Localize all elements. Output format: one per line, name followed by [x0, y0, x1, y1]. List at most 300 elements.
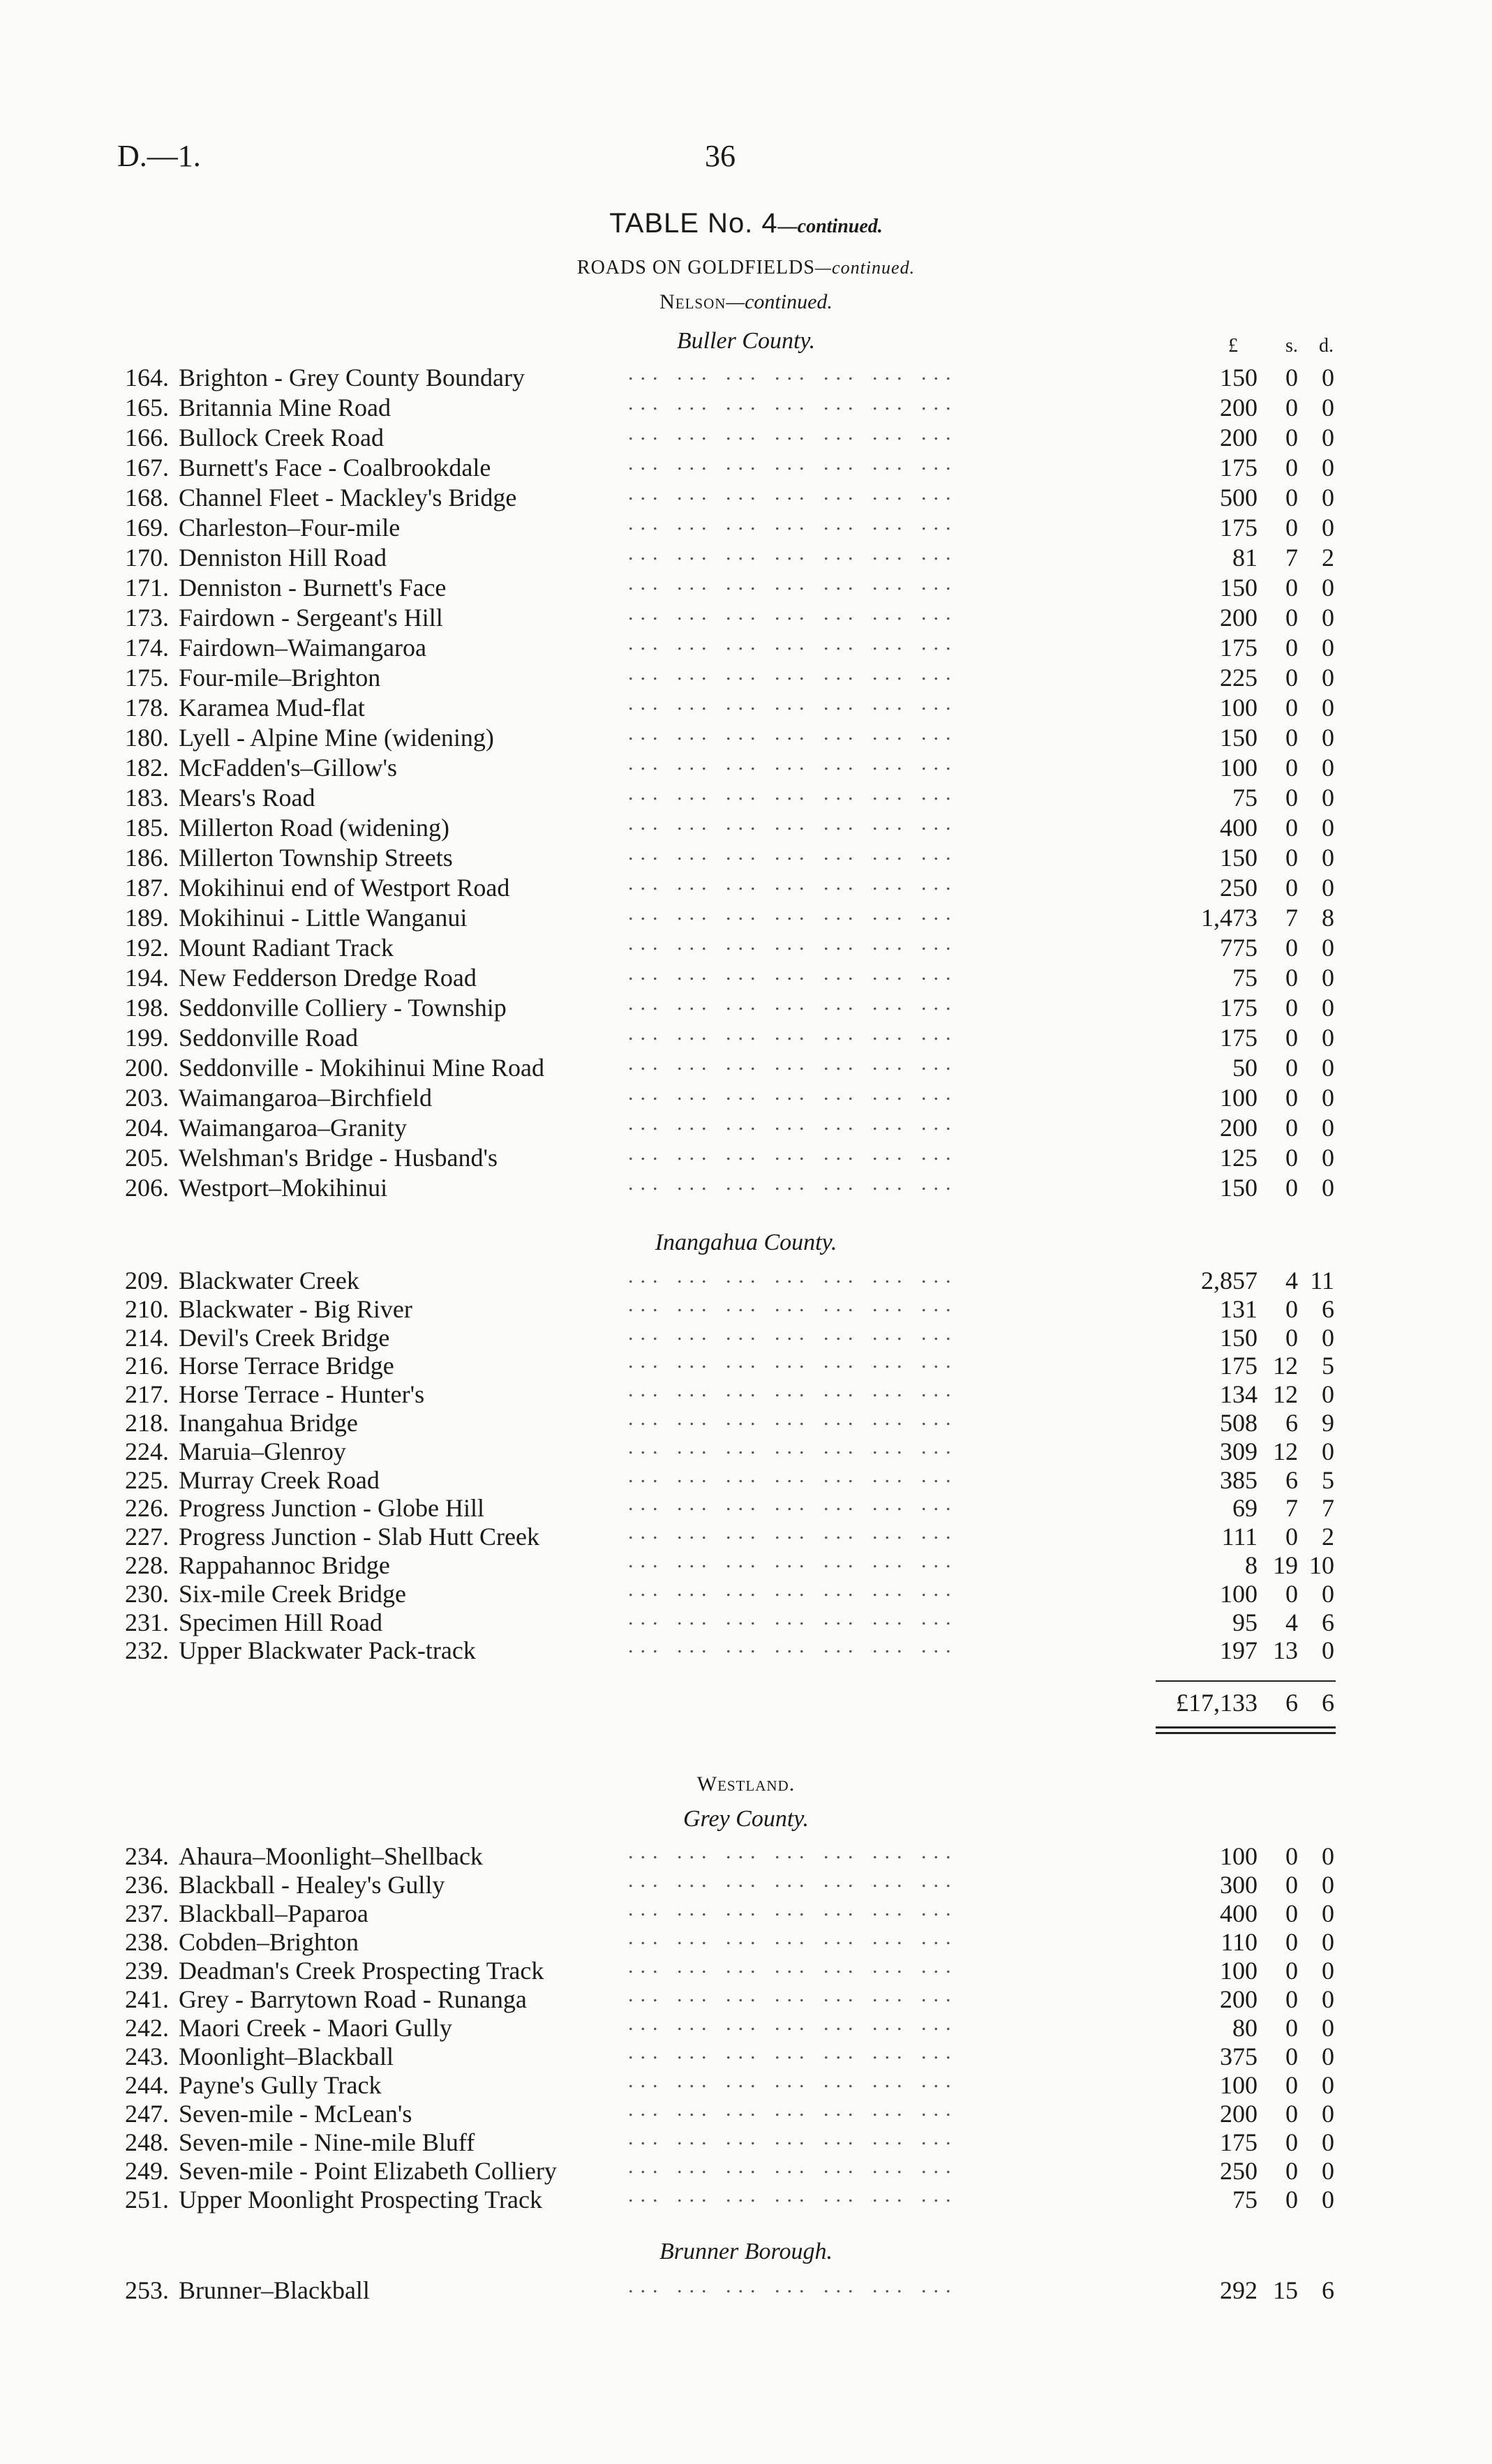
amount-shillings: 0	[1285, 364, 1298, 391]
table-row	[0, 1084, 1492, 1112]
table-row	[0, 2276, 1492, 2304]
road-number: 217.	[125, 1380, 169, 1409]
amount-pence: 0	[1322, 694, 1334, 722]
amount-pence: 2	[1322, 1523, 1334, 1551]
road-name: Inangahua Bridge	[179, 1409, 365, 1437]
amount-pounds: 81	[1232, 544, 1258, 572]
road-name: Lyell - Alpine Mine (widening)	[179, 724, 501, 752]
total-pounds: £17,133	[1176, 1689, 1258, 1717]
amount-shillings: 0	[1285, 1294, 1298, 1323]
amount-shillings: 0	[1285, 994, 1298, 1022]
road-name: Fairdown - Sergeant's Hill	[179, 604, 450, 632]
table-row	[0, 544, 1492, 572]
amount-shillings: 0	[1285, 1985, 1298, 2013]
road-number: 248.	[125, 2128, 169, 2156]
leader-dots: ... ... ... ... ... ... ...	[628, 451, 958, 475]
amount-pence: 0	[1322, 1579, 1334, 1608]
road-number: 251.	[125, 2186, 169, 2213]
table-row	[0, 391, 1492, 421]
road-name: Charleston–Four-mile	[179, 514, 407, 542]
amount-pence: 0	[1322, 814, 1334, 842]
amount-shillings: 0	[1285, 1842, 1298, 1870]
road-number: 225.	[125, 1465, 169, 1494]
table-row	[0, 1114, 1492, 1142]
amount-shillings: 0	[1285, 1579, 1298, 1608]
table-row	[0, 964, 1492, 992]
leader-dots: ... ... ... ... ... ... ...	[628, 361, 958, 384]
amount-pounds: 110	[1221, 1928, 1258, 1956]
table-row	[0, 694, 1492, 722]
total-double-rule-bottom	[1156, 1732, 1336, 1734]
table-row	[0, 2128, 1492, 2156]
amount-pounds: 400	[1220, 1899, 1258, 1927]
road-number: 238.	[125, 1928, 169, 1956]
amount-shillings: 0	[1285, 484, 1298, 512]
currency-pounds-head: £	[1228, 335, 1238, 357]
road-name: Murray Creek Road	[179, 1466, 387, 1494]
table-row	[0, 2071, 1492, 2099]
amount-pence: 0	[1322, 1084, 1334, 1112]
currency-pence-head: d.	[1319, 335, 1334, 357]
road-number: 198.	[125, 994, 169, 1022]
road-number: 189.	[125, 904, 169, 932]
table-row	[0, 1636, 1492, 1664]
road-number: 243.	[125, 2043, 169, 2070]
amount-pence: 0	[1322, 634, 1334, 662]
amount-pounds: 75	[1232, 964, 1258, 992]
road-name: Horse Terrace - Hunter's	[179, 1380, 431, 1408]
leader-dots: ... ... ... ... ... ... ...	[628, 1407, 958, 1430]
road-number: 214.	[125, 1323, 169, 1352]
leader-dots: ... ... ... ... ... ... ...	[628, 1869, 958, 1892]
road-number: 228.	[125, 1551, 169, 1579]
road-number: 168.	[125, 484, 169, 512]
amount-shillings: 0	[1285, 424, 1298, 451]
table-row	[0, 2014, 1492, 2042]
amount-pence: 0	[1322, 364, 1334, 391]
amount-pence: 0	[1322, 2014, 1334, 2042]
road-name: Rappahannoc Bridge	[179, 1551, 397, 1579]
road-number: 180.	[125, 724, 169, 752]
road-name: Denniston - Burnett's Face	[179, 574, 453, 602]
amount-shillings: 7	[1285, 904, 1298, 932]
amount-pence: 0	[1322, 964, 1334, 992]
table-row	[0, 2157, 1492, 2185]
leader-dots: ... ... ... ... ... ... ...	[628, 812, 958, 835]
amount-shillings: 0	[1285, 514, 1298, 542]
amount-shillings: 0	[1285, 874, 1298, 902]
leader-dots: ... ... ... ... ... ... ...	[628, 872, 958, 895]
amount-pounds: 225	[1220, 664, 1258, 692]
table-row	[0, 2040, 1492, 2070]
inangahua-county-title: Inangahua County.	[655, 1230, 837, 1255]
leader-dots: ... ... ... ... ... ... ...	[628, 2040, 958, 2063]
road-name: Brighton - Grey County Boundary	[179, 364, 532, 391]
table-row	[0, 934, 1492, 962]
leader-dots: ... ... ... ... ... ... ...	[628, 1350, 958, 1373]
leader-dots: ... ... ... ... ... ... ...	[628, 1955, 958, 1978]
amount-shillings: 0	[1285, 1144, 1298, 1172]
road-name: Seven-mile - Point Elizabeth Colliery	[179, 2157, 564, 2185]
road-name: Seddonville - Mokihinui Mine Road	[179, 1054, 551, 1082]
leader-dots: ... ... ... ... ... ... ...	[628, 1052, 958, 1075]
road-name: Grey - Barrytown Road - Runanga	[179, 1985, 534, 2013]
road-number: 170.	[125, 544, 169, 572]
amount-pence: 6	[1322, 1294, 1334, 1323]
amount-shillings: 0	[1285, 454, 1298, 481]
table-title	[0, 208, 1492, 239]
amount-pounds: 150	[1220, 1174, 1258, 1202]
amount-pence: 0	[1322, 994, 1334, 1022]
road-name: Welshman's Bridge - Husband's	[179, 1144, 505, 1172]
province-nelson-main: Nelson	[659, 290, 726, 313]
road-name: Britannia Mine Road	[179, 394, 398, 421]
leader-dots: ... ... ... ... ... ... ...	[628, 722, 958, 745]
road-number: 187.	[125, 874, 169, 902]
table-row	[0, 724, 1492, 752]
amount-pence: 0	[1322, 2186, 1334, 2213]
leader-dots: ... ... ... ... ... ... ...	[628, 782, 958, 805]
amount-shillings: 0	[1285, 2157, 1298, 2185]
amount-pounds: 175	[1220, 1024, 1258, 1052]
amount-pence: 0	[1322, 394, 1334, 421]
road-name: Cobden–Brighton	[179, 1928, 366, 1956]
road-name: Blackball - Healey's Gully	[179, 1871, 452, 1899]
road-name: Progress Junction - Slab Hutt Creek	[179, 1523, 546, 1551]
table-row	[0, 904, 1492, 932]
leader-dots: ... ... ... ... ... ... ...	[628, 2012, 958, 2035]
road-name: Denniston Hill Road	[179, 544, 394, 572]
amount-pence: 0	[1322, 1437, 1334, 1465]
amount-shillings: 0	[1285, 934, 1298, 962]
amount-pounds: 197	[1220, 1636, 1258, 1665]
road-number: 166.	[125, 424, 169, 451]
province-westland: Westland.	[696, 1772, 796, 1795]
table-row	[0, 2100, 1492, 2128]
road-name: Seddonville Road	[179, 1024, 365, 1052]
amount-pence: 0	[1322, 2128, 1334, 2156]
road-number: 182.	[125, 754, 169, 782]
table-row	[0, 1842, 1492, 1870]
road-number: 231.	[125, 1608, 169, 1636]
amount-pence: 0	[1322, 2071, 1334, 2099]
road-number: 232.	[125, 1636, 169, 1665]
amount-pounds: 500	[1220, 484, 1258, 512]
amount-pounds: 100	[1220, 754, 1258, 782]
amount-pounds: 200	[1220, 394, 1258, 421]
amount-shillings: 0	[1285, 1174, 1298, 1202]
leader-dots: ... ... ... ... ... ... ...	[628, 1983, 958, 2006]
leader-dots: ... ... ... ... ... ... ...	[628, 1521, 958, 1544]
road-name: Six-mile Creek Bridge	[179, 1580, 413, 1608]
road-name: Mears's Road	[179, 784, 322, 812]
leader-dots: ... ... ... ... ... ... ...	[628, 1142, 958, 1165]
amount-shillings: 0	[1285, 1114, 1298, 1142]
amount-pounds: 385	[1220, 1465, 1258, 1494]
amount-pounds: 375	[1220, 2043, 1258, 2070]
road-number: 174.	[125, 634, 169, 662]
leader-dots: ... ... ... ... ... ... ...	[628, 992, 958, 1015]
leader-dots: ... ... ... ... ... ... ...	[628, 1897, 958, 1920]
amount-pounds: 175	[1220, 514, 1258, 542]
amount-pounds: 100	[1220, 1957, 1258, 1985]
amount-shillings: 0	[1285, 1523, 1298, 1551]
table-row	[0, 1174, 1492, 1202]
road-name: Channel Fleet - Mackley's Bridge	[179, 484, 523, 512]
amount-pounds: 50	[1232, 1054, 1258, 1082]
table-row	[0, 481, 1492, 512]
road-number: 242.	[125, 2014, 169, 2042]
road-name: Waimangaroa–Birchfield	[179, 1084, 439, 1112]
amount-pounds: 100	[1220, 1084, 1258, 1112]
amount-shillings: 7	[1285, 1494, 1298, 1523]
road-number: 218.	[125, 1409, 169, 1437]
amount-shillings: 0	[1285, 2100, 1298, 2128]
amount-pence: 0	[1322, 1985, 1334, 2013]
grey-county-title: Grey County.	[682, 1806, 810, 1832]
amount-pounds: 200	[1220, 1114, 1258, 1142]
leader-dots: ... ... ... ... ... ... ...	[628, 1840, 958, 1863]
table-row	[0, 874, 1492, 902]
amount-pounds: 508	[1220, 1409, 1258, 1437]
amount-shillings: 13	[1273, 1636, 1298, 1665]
road-name: McFadden's–Gillow's	[179, 754, 404, 782]
total-row	[0, 1689, 1492, 1717]
table-row	[0, 1928, 1492, 1956]
amount-shillings: 0	[1285, 784, 1298, 812]
amount-pence: 7	[1322, 1494, 1334, 1523]
road-number: 244.	[125, 2071, 169, 2099]
leader-dots: ... ... ... ... ... ... ...	[628, 1463, 958, 1487]
amount-pence: 6	[1322, 1608, 1334, 1636]
road-name: Karamea Mud-flat	[179, 694, 372, 722]
buller-county-title: Buller County.	[676, 328, 816, 354]
road-number: 175.	[125, 664, 169, 692]
amount-shillings: 0	[1285, 844, 1298, 872]
leader-dots: ... ... ... ... ... ... ...	[628, 1082, 958, 1105]
road-number: 173.	[125, 604, 169, 632]
province-nelson	[0, 290, 1492, 314]
road-number: 203.	[125, 1084, 169, 1112]
amount-pounds: 80	[1232, 2014, 1258, 2042]
road-number: 165.	[125, 394, 169, 421]
amount-pounds: 111	[1221, 1523, 1258, 1551]
amount-pounds: 150	[1220, 574, 1258, 602]
amount-shillings: 0	[1285, 574, 1298, 602]
table-row	[0, 1054, 1492, 1082]
amount-pence: 0	[1322, 454, 1334, 481]
road-name: Seven-mile - McLean's	[179, 2100, 419, 2128]
amount-shillings: 0	[1285, 724, 1298, 752]
road-name: Seddonville Colliery - Township	[179, 994, 514, 1022]
table-row	[0, 421, 1492, 451]
leader-dots: ... ... ... ... ... ... ...	[628, 1435, 958, 1458]
amount-shillings: 0	[1285, 2071, 1298, 2099]
amount-pounds: 150	[1220, 844, 1258, 872]
road-number: 171.	[125, 574, 169, 602]
amount-pounds: 69	[1232, 1494, 1258, 1523]
amount-shillings: 12	[1273, 1352, 1298, 1380]
amount-pence: 0	[1322, 874, 1334, 902]
leader-dots: ... ... ... ... ... ... ...	[628, 2274, 958, 2297]
road-number: 183.	[125, 784, 169, 812]
table-row	[0, 451, 1492, 481]
amount-pence: 10	[1309, 1551, 1334, 1579]
amount-shillings: 4	[1285, 1267, 1298, 1294]
amount-shillings: 0	[1285, 1957, 1298, 1985]
amount-pence: 8	[1322, 904, 1334, 932]
amount-pounds: 100	[1220, 2071, 1258, 2099]
amount-pounds: 134	[1220, 1380, 1258, 1409]
table-row	[0, 1957, 1492, 1985]
road-number: 206.	[125, 1174, 169, 1202]
amount-pence: 0	[1322, 484, 1334, 512]
amount-pence: 0	[1322, 2157, 1334, 2185]
table-title-cont: —continued.	[777, 216, 883, 237]
amount-shillings: 0	[1285, 694, 1298, 722]
leader-dots: ... ... ... ... ... ... ...	[628, 481, 958, 505]
amount-pence: 0	[1322, 934, 1334, 962]
amount-pence: 6	[1322, 2276, 1334, 2304]
amount-pence: 2	[1322, 544, 1334, 572]
road-name: Mokihinui - Little Wanganui	[179, 904, 474, 932]
leader-dots: ... ... ... ... ... ... ...	[628, 1378, 958, 1402]
table-row	[0, 514, 1492, 542]
road-name: Fairdown–Waimangaroa	[179, 634, 433, 662]
amount-pounds: 150	[1220, 1323, 1258, 1352]
leader-dots: ... ... ... ... ... ... ...	[628, 1492, 958, 1516]
road-name: Devil's Creek Bridge	[179, 1324, 396, 1352]
leader-dots: ... ... ... ... ... ... ...	[628, 1022, 958, 1045]
road-name: Seven-mile - Nine-mile Bluff	[179, 2128, 482, 2156]
amount-pence: 0	[1322, 1174, 1334, 1202]
amount-pence: 0	[1322, 1871, 1334, 1899]
leader-dots: ... ... ... ... ... ... ...	[628, 572, 958, 595]
amount-shillings: 12	[1273, 1380, 1298, 1409]
table-row	[0, 361, 1492, 391]
table-row	[0, 604, 1492, 632]
amount-pence: 0	[1322, 2100, 1334, 2128]
road-number: 199.	[125, 1024, 169, 1052]
amount-pence: 0	[1322, 784, 1334, 812]
amount-pence: 0	[1322, 1323, 1334, 1352]
road-name: Four-mile–Brighton	[179, 664, 387, 692]
amount-pounds: 250	[1220, 2157, 1258, 2185]
leader-dots: ... ... ... ... ... ... ...	[628, 1577, 958, 1601]
amount-pence: 0	[1322, 514, 1334, 542]
road-name: Millerton Township Streets	[179, 844, 460, 872]
amount-shillings: 0	[1285, 2186, 1298, 2213]
table-row	[0, 784, 1492, 812]
road-name: Horse Terrace Bridge	[179, 1352, 401, 1380]
road-number: 204.	[125, 1114, 169, 1142]
leader-dots: ... ... ... ... ... ... ...	[628, 2155, 958, 2178]
page-number: 36	[705, 139, 736, 173]
amount-pounds: 300	[1220, 1871, 1258, 1899]
leader-dots: ... ... ... ... ... ... ...	[628, 602, 958, 625]
leader-dots: ... ... ... ... ... ... ...	[628, 391, 958, 415]
amount-pounds: 175	[1220, 634, 1258, 662]
amount-pence: 0	[1322, 1899, 1334, 1927]
amount-pounds: 125	[1220, 1144, 1258, 1172]
amount-shillings: 0	[1285, 634, 1298, 662]
amount-pounds: 75	[1232, 784, 1258, 812]
leader-dots: ... ... ... ... ... ... ...	[628, 632, 958, 655]
roads-title	[0, 257, 1492, 279]
amount-pence: 0	[1322, 424, 1334, 451]
amount-shillings: 0	[1285, 2043, 1298, 2070]
road-number: 205.	[125, 1144, 169, 1172]
road-name: Ahaura–Moonlight–Shellback	[179, 1842, 490, 1870]
table-row	[0, 2183, 1492, 2213]
road-number: 226.	[125, 1494, 169, 1523]
road-number: 230.	[125, 1579, 169, 1608]
leader-dots: ... ... ... ... ... ... ...	[628, 1926, 958, 1949]
amount-pounds: 200	[1220, 604, 1258, 632]
road-name: Moonlight–Blackball	[179, 2043, 401, 2070]
amount-pounds: 2,857	[1201, 1267, 1258, 1294]
amount-pence: 0	[1322, 724, 1334, 752]
table-row	[0, 1144, 1492, 1172]
amount-pence: 0	[1322, 754, 1334, 782]
road-name: Mokihinui end of Westport Road	[179, 874, 516, 902]
amount-pence: 11	[1310, 1267, 1334, 1294]
road-number: 241.	[125, 1985, 169, 2013]
leader-dots: ... ... ... ... ... ... ...	[628, 1292, 958, 1316]
table-row	[0, 814, 1492, 842]
road-name: New Fedderson Dredge Road	[179, 964, 484, 992]
road-name: Upper Moonlight Prospecting Track	[179, 2186, 549, 2213]
road-number: 167.	[125, 454, 169, 481]
amount-pence: 0	[1322, 1144, 1334, 1172]
road-number: 234.	[125, 1842, 169, 1870]
road-name: Westport–Mokihinui	[179, 1174, 394, 1202]
amount-pounds: 200	[1220, 2100, 1258, 2128]
road-name: Specimen Hill Road	[179, 1608, 389, 1636]
amount-pounds: 175	[1220, 994, 1258, 1022]
amount-pence: 0	[1322, 1380, 1334, 1409]
table-row	[0, 664, 1492, 692]
leader-dots: ... ... ... ... ... ... ...	[628, 842, 958, 865]
road-name: Bullock Creek Road	[179, 424, 391, 451]
road-number: 237.	[125, 1899, 169, 1927]
amount-shillings: 0	[1285, 1084, 1298, 1112]
amount-pence: 9	[1322, 1409, 1334, 1437]
amount-pounds: 250	[1220, 874, 1258, 902]
leader-dots: ... ... ... ... ... ... ...	[628, 1172, 958, 1195]
amount-pounds: 1,473	[1201, 904, 1258, 932]
amount-shillings: 0	[1285, 604, 1298, 632]
road-name: Progress Junction - Globe Hill	[179, 1494, 491, 1522]
table-row	[0, 994, 1492, 1022]
amount-shillings: 0	[1285, 1054, 1298, 1082]
road-number: 178.	[125, 694, 169, 722]
road-number: 200.	[125, 1054, 169, 1082]
amount-pounds: 100	[1220, 1842, 1258, 1870]
amount-shillings: 12	[1273, 1437, 1298, 1465]
amount-pounds: 131	[1220, 1294, 1258, 1323]
amount-pounds: 75	[1232, 2186, 1258, 2213]
road-number: 169.	[125, 514, 169, 542]
amount-shillings: 0	[1285, 814, 1298, 842]
subtotal-rule	[1156, 1680, 1336, 1682]
road-number: 224.	[125, 1437, 169, 1465]
amount-pence: 0	[1322, 664, 1334, 692]
road-number: 164.	[125, 364, 169, 391]
table-row	[0, 1871, 1492, 1899]
amount-pounds: 150	[1220, 724, 1258, 752]
road-number: 210.	[125, 1294, 169, 1323]
